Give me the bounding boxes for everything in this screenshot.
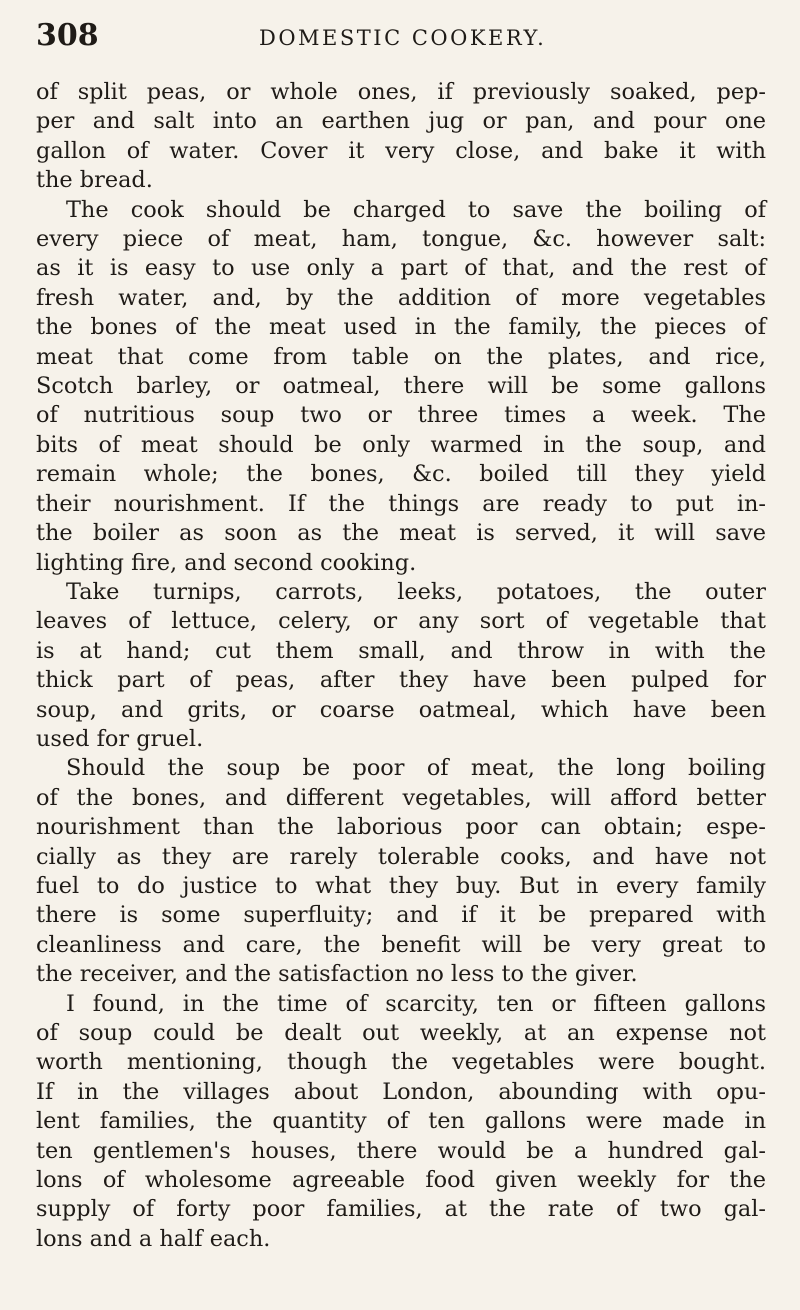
text-line: remain whole; the bones, &c. boiled till they yield (36, 461, 766, 488)
text-line: lons of wholesome agreeable food given weekly for the (36, 1167, 766, 1194)
text-line: their nourishment. If the things are ready to put in- (36, 490, 766, 517)
text-line: per and salt into an earthen jug or pan, and pour one (36, 108, 766, 135)
text-line: ten gentlemen's houses, there would be a hundred gal- (36, 1137, 766, 1164)
text-line: the bread. (36, 167, 153, 194)
paragraph (36, 196, 766, 578)
page-header (36, 18, 766, 78)
text-line: lons and a half each. (36, 1225, 271, 1252)
text-line: Scotch barley, or oatmeal, there will be some gallons (36, 373, 766, 400)
text-line: lighting fire, and second cooking. (36, 549, 417, 576)
text-line: Should the soup be poor of meat, the long boiling (66, 755, 766, 782)
text-line: thick part of peas, after they have been pulped for (36, 667, 766, 694)
text-line: of the bones, and different vegetables, will afford better (36, 784, 766, 811)
text-line: The cook should be charged to save the boiling of (66, 196, 766, 223)
page-number: 308 (36, 18, 99, 53)
text-line: the bones of the meat used in the family, the pieces of (36, 314, 766, 341)
paragraph (36, 990, 766, 1255)
text-line: the receiver, and the satisfaction no less to the giver. (36, 961, 638, 988)
text-line: bits of meat should be only warmed in the soup, and (36, 431, 766, 458)
text-line: the boiler as soon as the meat is served, it will save (36, 520, 766, 547)
text-line: Take turnips, carrots, leeks, potatoes, the outer (66, 578, 766, 605)
text-line: used for gruel. (36, 725, 204, 752)
text-line: gallon of water. Cover it very close, and bake it with (36, 137, 766, 164)
text-line: soup, and grits, or coarse oatmeal, which have been (36, 696, 766, 723)
paragraph (36, 578, 766, 754)
text-line: as it is easy to use only a part of that, and the rest of (36, 255, 766, 282)
text-line: every piece of meat, ham, tongue, &c. however salt: (36, 226, 766, 253)
text-line: of nutritious soup two or three times a week. The (36, 402, 766, 429)
text-line: of soup could be dealt out weekly, at an expense not (36, 1020, 766, 1046)
running-title: DOMESTIC COOKERY. (259, 26, 547, 50)
text-line: is at hand; cut them small, and throw in with the (36, 637, 766, 664)
text-line: fresh water, and, by the addition of more vegetables (36, 284, 766, 311)
text-line: cially as they are rarely tolerable cooks, and have not (36, 843, 766, 870)
text-line: of split peas, or whole ones, if previously soaked, pep- (36, 79, 766, 105)
text-line: meat that come from table on the plates, and rice, (36, 343, 766, 370)
text-line: cleanliness and care, the benefit will be very great to (36, 931, 766, 958)
paragraph (36, 754, 766, 989)
text-line: worth mentioning, though the vegetables were bought. (36, 1049, 766, 1076)
text-line: fuel to do justice to what they buy. But in every family (36, 872, 766, 899)
text-line: If in the villages about London, abounding with opu- (36, 1078, 766, 1105)
text-line: nourishment than the laborious poor can obtain; espe- (36, 814, 766, 841)
text-line: there is some superfluity; and if it be prepared with (36, 902, 766, 929)
text-line: leaves of lettuce, celery, or any sort of vegetable that (36, 608, 766, 635)
body-text (36, 78, 766, 1254)
text-line: lent families, the quantity of ten gallons were made in (36, 1108, 766, 1135)
text-line: supply of forty poor families, at the rate of two gal- (36, 1196, 766, 1223)
text-line: I found, in the time of scarcity, ten or fifteen gallons (66, 990, 766, 1017)
paragraph (36, 78, 766, 196)
